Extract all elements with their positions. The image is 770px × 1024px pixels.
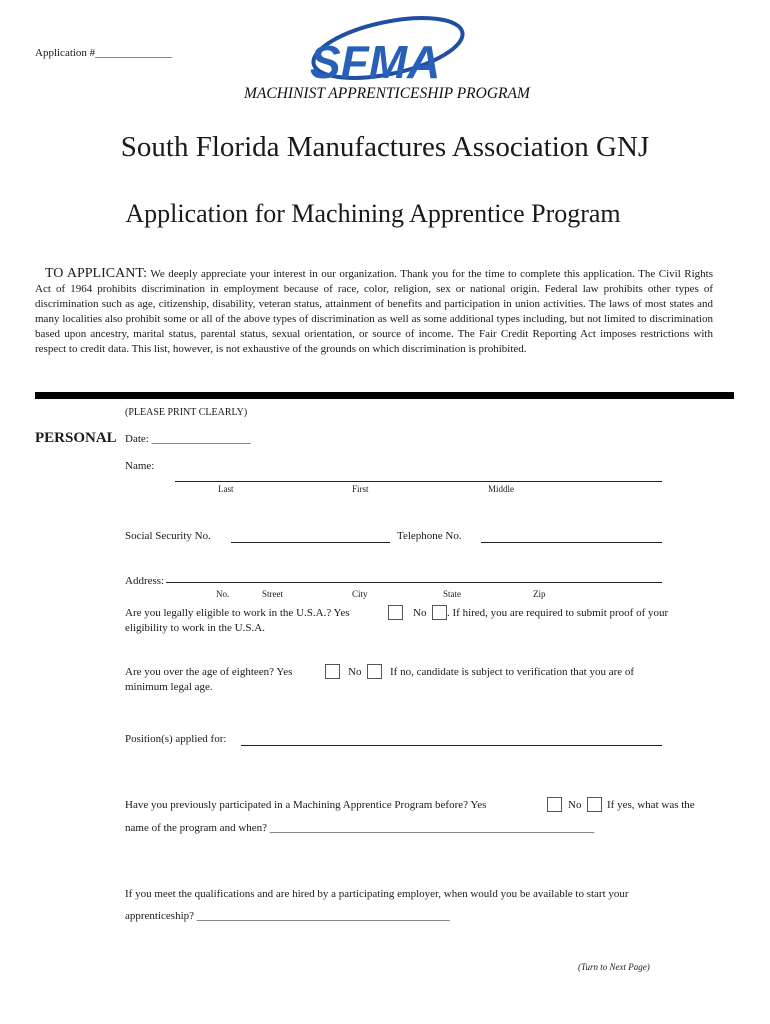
age-question: Are you over the age of eighteen? Yes xyxy=(125,666,293,678)
page-subtitle: Application for Machining Apprentice Program xyxy=(125,199,621,228)
availability-question: If you meet the qualifications and are hired by a participating employer, when would you be available to start your xyxy=(125,888,629,900)
name-input-line[interactable] xyxy=(175,481,662,482)
ssn-input-line[interactable] xyxy=(231,542,390,543)
page-title: South Florida Manufactures Association GNJ xyxy=(120,131,650,163)
age-no-checkbox[interactable] xyxy=(367,664,382,679)
intro-lead: TO APPLICANT: xyxy=(45,266,148,281)
name-label: Name: xyxy=(125,460,155,472)
availability-field[interactable]: apprenticeship? ______________________________________________ xyxy=(125,910,450,922)
print-note: (PLEASE PRINT CLEARLY) xyxy=(125,407,248,418)
eligibility-note: . If hired, you are required to submit proof of your xyxy=(447,607,669,619)
intro-paragraph xyxy=(35,266,713,357)
ssn-label: Social Security No. xyxy=(125,530,211,542)
previous-yes-checkbox[interactable] xyxy=(547,797,562,812)
address-no-label: No. xyxy=(216,589,230,599)
previous-program-field[interactable]: name of the program and when? ___________________________________________________________ xyxy=(125,822,595,834)
address-city-label: City xyxy=(352,589,368,599)
age-no-label: No xyxy=(348,666,362,678)
section-divider xyxy=(35,392,734,399)
name-first-label: First xyxy=(352,484,369,494)
logo-subtitle: MACHINIST APPRENTICESHIP PROGRAM xyxy=(244,85,530,102)
name-middle-label: Middle xyxy=(488,484,514,494)
application-number-label: Application #______________ xyxy=(35,47,173,59)
section-label-personal: PERSONAL xyxy=(35,430,117,446)
eligibility-question: Are you legally eligible to work in the U.S.A.? Yes xyxy=(125,607,350,619)
date-field[interactable]: Date: __________________ xyxy=(125,433,251,445)
logo-letters: SFMA xyxy=(310,36,441,88)
previous-question: Have you previously participated in a Machining Apprentice Program before? Yes xyxy=(125,799,487,811)
previous-no-label: No xyxy=(568,799,582,811)
phone-label: Telephone No. xyxy=(397,530,462,542)
age-note-line2: minimum legal age. xyxy=(125,681,213,693)
position-input-line[interactable] xyxy=(241,745,662,746)
position-label: Position(s) applied for: xyxy=(125,733,227,745)
previous-no-checkbox[interactable] xyxy=(587,797,602,812)
address-zip-label: Zip xyxy=(533,589,546,599)
address-street-label: Street xyxy=(262,589,283,599)
eligibility-no-checkbox[interactable] xyxy=(432,605,447,620)
sfma-logo xyxy=(240,14,532,104)
turn-page-note: (Turn to Next Page) xyxy=(578,962,650,972)
previous-note: If yes, what was the xyxy=(607,799,695,811)
age-note: If no, candidate is subject to verification that you are of xyxy=(390,666,635,678)
eligibility-no-label: No xyxy=(413,607,427,619)
address-input-line[interactable] xyxy=(166,582,662,583)
eligibility-yes-checkbox[interactable] xyxy=(388,605,403,620)
address-label: Address: xyxy=(125,575,165,587)
phone-input-line[interactable] xyxy=(481,542,662,543)
eligibility-note-line2: eligibility to work in the U.S.A. xyxy=(125,622,265,634)
intro-text: We deeply appreciate your interest in our organization. Thank you for the time to complete this application. The Civil Rights Act of 1964 prohibits discrimination in employment because of race, color, religion, sex or national origin. Federal law prohibits other types of discrimination such as age, citizenship, disability, veteran status, attainment of benefits and participation in union activities. The laws of most states and many localities also prohibit some or all of the above types of discrimination as well as some additional types including, but not limited to discrimination based upon ancestry, marital status, parental status, sexual orientation, or source of income. The Fair Credit Reporting Act imposes restrictions with respect to credit data. This list, however, is not exhaustive of the grounds on which discrimination is prohibited. xyxy=(35,268,713,355)
age-yes-checkbox[interactable] xyxy=(325,664,340,679)
name-last-label: Last xyxy=(218,484,234,494)
address-state-label: State xyxy=(443,589,461,599)
